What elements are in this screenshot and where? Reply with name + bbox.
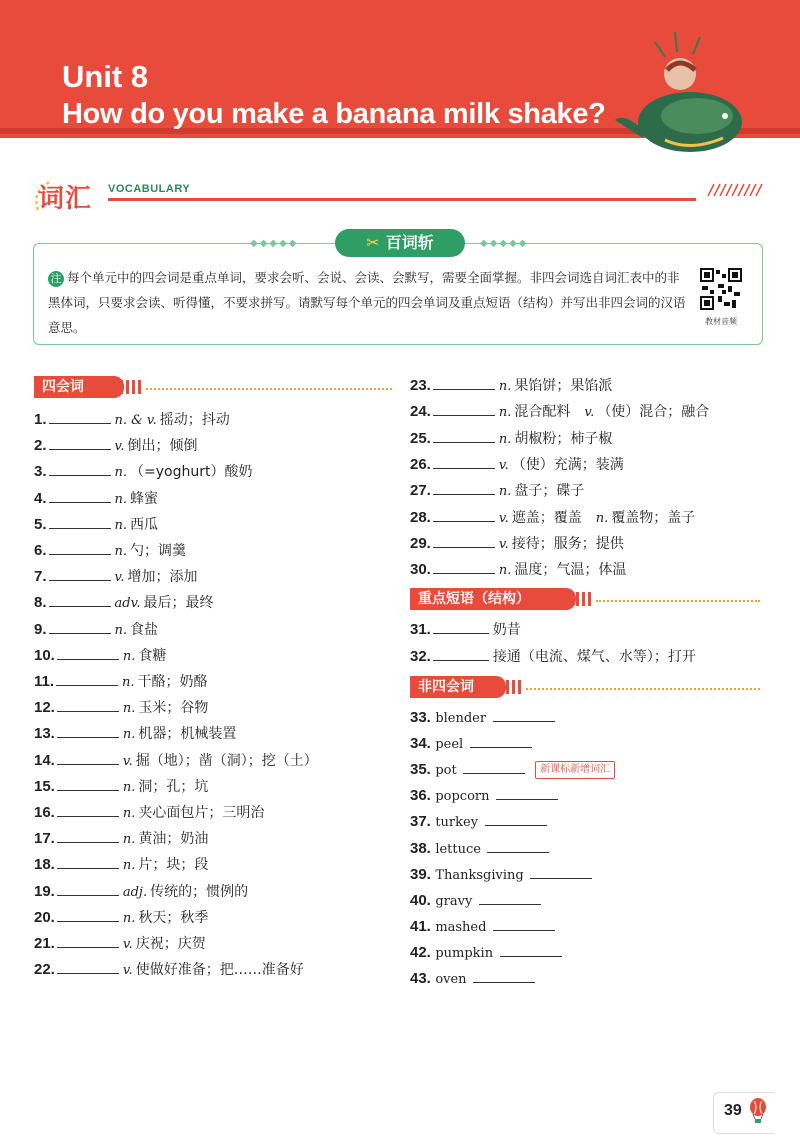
answer-blank[interactable] (57, 934, 119, 948)
vocab-item (34, 567, 197, 587)
meaning: 混合配料 (514, 404, 571, 421)
item-number: 4. (34, 489, 47, 507)
part-of-speech: n. (114, 465, 128, 481)
answer-blank[interactable] (49, 410, 111, 424)
item-number: 14. (34, 751, 55, 769)
english-word: peel (435, 737, 464, 753)
part-of-speech: adj. (122, 884, 148, 900)
meaning: 掘（地）；凿（洞）；挖（土） (135, 752, 318, 769)
meaning: 机器；机械装置 (138, 726, 237, 743)
part-of-speech: n. (498, 431, 512, 447)
meaning: 胡椒粉；柿子椒 (514, 430, 613, 447)
part-of-speech: n. (498, 563, 512, 579)
vocab-item (34, 751, 318, 771)
answer-blank[interactable] (433, 560, 495, 574)
part-of-speech: v. (122, 937, 133, 952)
item-number: 10. (34, 646, 55, 664)
qr-code-icon[interactable] (700, 268, 742, 310)
non-four-item (410, 786, 562, 806)
meaning: 倒出；倾倒 (127, 438, 198, 455)
meaning: （使）充满；装满 (511, 456, 624, 473)
meaning: 摇动；抖动 (159, 412, 230, 428)
item-number: 30. (410, 561, 431, 579)
english-word: blender (435, 711, 487, 726)
answer-blank[interactable] (49, 541, 111, 555)
non-four-item (410, 891, 545, 911)
meaning: 盘子；碟子 (514, 483, 585, 500)
meaning: 接待；服务；提供 (511, 535, 624, 552)
item-number: 21. (34, 935, 55, 952)
part-of-speech: n. (122, 858, 136, 874)
meaning: 传统的；惯例的 (150, 883, 249, 900)
item-number: 31. (410, 621, 431, 638)
item-number: 28. (410, 508, 431, 526)
item-number: 36. (410, 787, 431, 805)
vocab-item (410, 534, 624, 554)
english-word: pot (435, 763, 457, 779)
vocab-item (34, 882, 248, 902)
part-of-speech: n. (122, 675, 135, 690)
non-four-skill-words-tag: 非四会词 (410, 676, 506, 698)
item-number: 42. (410, 943, 431, 961)
note-mark: 注 (48, 271, 64, 287)
meaning: 西瓜 (130, 516, 159, 533)
part-of-speech: n. (122, 727, 136, 743)
meaning: 庆祝；庆贺 (135, 936, 206, 952)
vocab-item (34, 724, 236, 744)
new-word-badge: 新课标新增词汇 (535, 761, 615, 779)
item-number: 12. (34, 699, 55, 717)
meaning: 食糖 (138, 647, 167, 664)
item-number: 43. (410, 970, 431, 987)
phrase-item (410, 647, 696, 666)
answer-blank[interactable] (433, 402, 495, 416)
part-of-speech: v. (498, 536, 509, 552)
item-number: 15. (34, 777, 55, 795)
part-of-speech: v. (114, 439, 125, 455)
answer-blank[interactable] (479, 891, 541, 905)
english-word: popcorn (435, 789, 490, 805)
vocab-item (34, 934, 206, 954)
english-word: oven (435, 972, 467, 987)
vocabulary-en-title: VOCABULARY (108, 183, 191, 195)
item-number: 29. (410, 534, 431, 552)
tag-bars-icon (500, 680, 522, 694)
meaning: 温度；气温；体温 (514, 562, 627, 579)
english-word: pumpkin (435, 945, 494, 961)
vocab-item (34, 410, 230, 430)
non-four-item (410, 708, 559, 728)
item-number: 24. (410, 403, 431, 421)
english-word: turkey (435, 815, 479, 831)
page-number: 39 (724, 1102, 742, 1119)
answer-blank[interactable] (433, 455, 495, 469)
vocab-item (34, 489, 158, 509)
answer-blank[interactable] (493, 708, 555, 722)
answer-blank[interactable] (473, 969, 535, 983)
vocab-item (410, 376, 612, 396)
part-of-speech: n. (122, 832, 136, 848)
non-four-item (410, 839, 553, 859)
meaning: 洞；孔；坑 (138, 778, 209, 795)
part-of-speech: n. (122, 779, 136, 795)
answer-blank[interactable] (49, 489, 111, 503)
answer-blank[interactable] (433, 481, 495, 495)
vocabulary-underline (108, 198, 696, 201)
stripes-decoration-icon (706, 182, 766, 198)
note-tab-label: 百词斩 (385, 233, 434, 252)
item-number: 17. (34, 830, 55, 848)
answer-blank[interactable] (57, 882, 119, 896)
non-four-item (410, 917, 559, 937)
meaning: 勺；调羹 (130, 543, 187, 559)
answer-blank[interactable] (500, 943, 562, 957)
answer-blank[interactable] (49, 567, 111, 581)
part-of-speech: n. (122, 806, 136, 821)
meaning: 果馅饼；果馅派 (514, 378, 613, 394)
part-of-speech: v. (114, 570, 125, 586)
part-of-speech: n. (595, 510, 609, 526)
note-text (48, 265, 688, 340)
vocabulary-section-header (30, 176, 770, 216)
meaning: 奶昔 (492, 622, 521, 638)
meaning: 接通（电流、煤气、水等）；打开 (492, 649, 696, 665)
item-number: 40. (410, 891, 431, 909)
item-number: 19. (34, 882, 55, 900)
item-number: 13. (34, 725, 55, 743)
item-number: 9. (34, 620, 47, 638)
meaning: 食盐 (130, 621, 159, 638)
part-of-speech: adv. (114, 596, 141, 612)
answer-blank[interactable] (57, 829, 119, 843)
tag-bars-icon (120, 380, 142, 394)
note-body: 每个单元中的四会词是重点单词，要求会听、会说、会读、会默写，需要全面掌握。非四会词选自词汇表中的非黑体词，只要求会读、听得懂，不要求拼写。请默写每个单元的四会单词及重点短语（结构）并写出非四会词的汉语意思。 (48, 270, 686, 335)
answer-blank[interactable] (433, 508, 495, 522)
item-number: 38. (410, 839, 431, 857)
vocab-item (410, 429, 612, 449)
answer-blank[interactable] (57, 646, 119, 660)
answer-blank[interactable] (57, 751, 119, 765)
item-number: 16. (34, 804, 55, 821)
answer-blank[interactable] (433, 647, 489, 661)
meaning: 黄油；奶油 (138, 831, 209, 848)
whale-illustration-icon (605, 12, 755, 162)
item-number: 37. (410, 813, 431, 831)
part-of-speech: n. (122, 701, 136, 717)
meaning: 秋天；秋季 (138, 909, 209, 926)
item-number: 6. (34, 542, 47, 559)
answer-blank[interactable] (49, 620, 111, 634)
answer-blank[interactable] (463, 760, 525, 774)
part-of-speech: n. (114, 491, 128, 507)
vocab-item (34, 436, 197, 456)
vocab-item (34, 541, 186, 561)
vocab-item (34, 646, 166, 666)
item-number: 26. (410, 455, 431, 473)
qr-label: 教材音频 (705, 317, 737, 326)
four-skill-words-tag: 四会词 (34, 376, 124, 398)
item-number: 39. (410, 865, 431, 883)
item-number: 35. (410, 761, 431, 779)
meaning: 覆盖物；盖子 (611, 509, 696, 526)
meaning: 片；块；段 (138, 857, 209, 874)
vocab-item (34, 803, 264, 823)
key-phrases-tag: 重点短语（结构） (410, 588, 576, 610)
item-number: 20. (34, 908, 55, 926)
vocab-item (34, 593, 214, 613)
part-of-speech: n. (498, 405, 512, 421)
answer-blank[interactable] (433, 429, 495, 443)
answer-blank[interactable] (57, 855, 119, 869)
answer-blank[interactable] (530, 865, 592, 879)
answer-blank[interactable] (56, 672, 118, 686)
item-number: 5. (34, 515, 47, 533)
answer-blank[interactable] (57, 960, 119, 974)
phrase-item (410, 620, 521, 639)
meaning: 玉米；谷物 (138, 700, 209, 717)
answer-blank[interactable] (433, 376, 495, 390)
vocab-item (410, 481, 584, 501)
answer-blank[interactable] (57, 698, 119, 712)
item-number: 22. (34, 961, 55, 979)
non-four-item (410, 734, 536, 754)
sword-icon: ✂ (366, 233, 380, 252)
meaning: （使）混合；融合 (597, 404, 710, 421)
vocab-item (34, 698, 208, 718)
answer-blank[interactable] (49, 515, 111, 529)
item-number: 33. (410, 709, 431, 726)
vocab-item (410, 508, 695, 528)
item-number: 32. (410, 648, 431, 665)
meaning: 使做好准备；把……准备好 (135, 962, 304, 979)
unit-title: Unit 8 (62, 59, 149, 94)
part-of-speech: n. (122, 648, 136, 664)
non-four-item (410, 865, 596, 885)
part-of-speech: v. (122, 753, 133, 769)
item-number: 27. (410, 482, 431, 500)
item-number: 18. (34, 856, 55, 874)
answer-blank[interactable] (49, 462, 111, 476)
item-number: 23. (410, 377, 431, 394)
meaning: 蜂蜜 (130, 490, 159, 507)
meaning: （=yoghurt）酸奶 (130, 464, 253, 481)
vocab-item (34, 908, 208, 928)
answer-blank[interactable] (485, 812, 547, 826)
answer-blank[interactable] (493, 917, 555, 931)
part-of-speech: n. (114, 544, 128, 559)
dotted-line (526, 688, 760, 692)
dots-decoration-icon: ◆◆◆◆◆ (250, 238, 299, 249)
item-number: 7. (34, 568, 47, 586)
non-four-item (410, 760, 615, 780)
dots-decoration-icon: ◆◆◆◆◆ (480, 238, 529, 249)
vocab-item (34, 855, 208, 875)
non-four-item (410, 812, 551, 832)
note-tab (335, 229, 465, 257)
non-four-item (410, 943, 566, 963)
item-number: 2. (34, 437, 47, 455)
english-word: Thanksgiving (435, 867, 524, 883)
vocab-item (34, 777, 208, 797)
answer-blank[interactable] (49, 436, 111, 450)
part-of-speech: n. (498, 379, 512, 394)
item-number: 41. (410, 917, 431, 935)
vocab-item (34, 515, 158, 535)
english-word: mashed (435, 919, 487, 935)
part-of-speech: n. (114, 517, 128, 533)
vocab-item (34, 960, 304, 980)
item-number: 1. (34, 411, 47, 428)
meaning: 夹心面包片；三明治 (138, 805, 265, 821)
item-number: 25. (410, 429, 431, 447)
dotted-line (596, 600, 760, 604)
english-word: lettuce (435, 841, 481, 857)
dotted-line (146, 388, 392, 392)
part-of-speech: n. (498, 484, 512, 500)
vocabulary-cn-title: 词汇 (38, 184, 93, 214)
vocab-item (410, 560, 626, 580)
answer-blank[interactable] (433, 534, 495, 548)
answer-blank[interactable] (57, 803, 119, 817)
item-number: 34. (410, 735, 431, 753)
part-of-speech: v. (122, 963, 133, 979)
vocab-item (34, 462, 253, 482)
vocab-item (410, 402, 709, 422)
vocab-item (34, 620, 158, 640)
hot-air-balloon-icon (748, 1097, 768, 1125)
part-of-speech: v. (498, 457, 509, 473)
meaning: 遮盖；覆盖 (511, 509, 582, 526)
answer-blank[interactable] (470, 734, 532, 748)
tag-bars-icon (570, 592, 592, 606)
vocab-item (34, 672, 208, 692)
item-number: 3. (34, 463, 47, 481)
non-four-item (410, 969, 539, 989)
answer-blank[interactable] (57, 777, 119, 791)
unit-subtitle: How do you make a banana milk shake? (62, 98, 606, 130)
english-word: gravy (435, 893, 473, 909)
answer-blank[interactable] (57, 908, 119, 922)
part-of-speech: v. (498, 510, 509, 526)
answer-blank[interactable] (487, 839, 549, 853)
meaning: 最后；最终 (143, 595, 214, 612)
meaning: 增加；添加 (127, 569, 198, 586)
part-of-speech: n. (114, 622, 128, 638)
item-number: 8. (34, 594, 47, 612)
vocab-item (34, 829, 208, 849)
item-number: 11. (34, 673, 55, 690)
answer-blank[interactable] (57, 724, 119, 738)
part-of-speech: n. & v. (114, 413, 157, 428)
meaning: 干酪；奶酪 (137, 674, 208, 690)
part-of-speech: n. (122, 910, 136, 926)
answer-blank[interactable] (433, 620, 489, 634)
answer-blank[interactable] (49, 593, 111, 607)
answer-blank[interactable] (496, 786, 558, 800)
part-of-speech: v. (584, 405, 595, 421)
vocab-item (410, 455, 624, 475)
